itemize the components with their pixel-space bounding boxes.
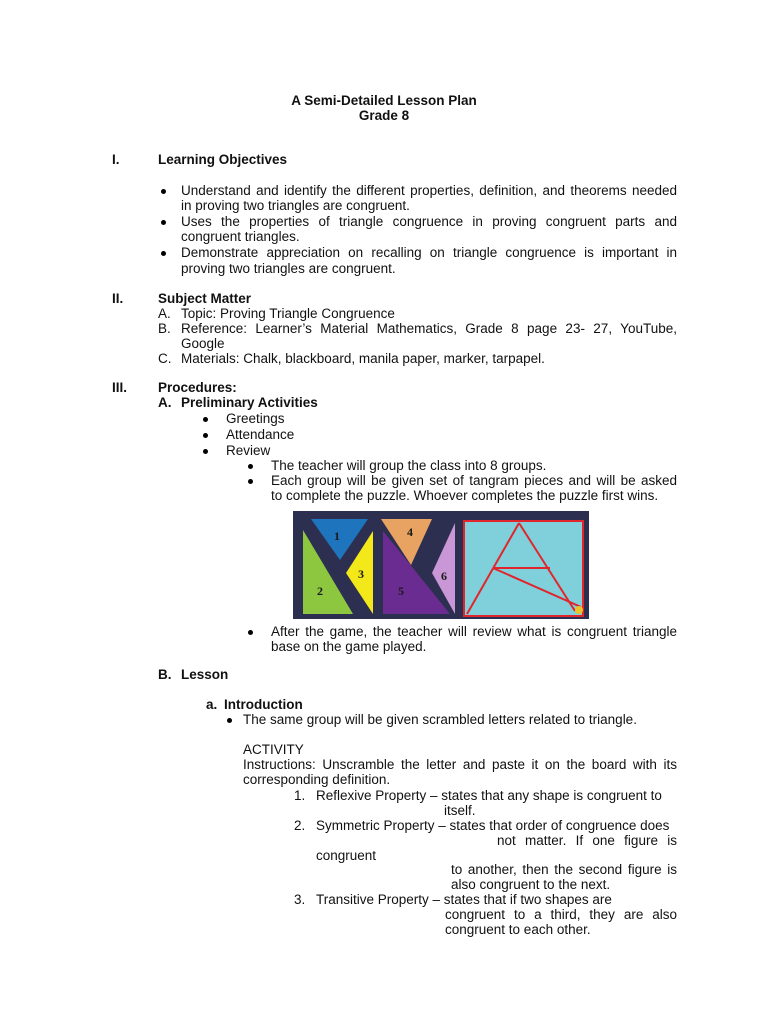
property-line: to another, then the second figure is <box>451 862 677 877</box>
bullet-icon <box>203 417 208 422</box>
section-numeral: I. <box>112 152 120 167</box>
objective-line: Demonstrate appreciation on recalling on triangle congruence is important in <box>181 245 677 260</box>
activity-item: Greetings <box>226 411 285 426</box>
bullet-icon <box>161 189 166 194</box>
list-marker: a. <box>206 697 218 712</box>
list-marker: C. <box>158 351 172 366</box>
activity-label: ACTIVITY <box>243 742 304 757</box>
list-marker: A. <box>158 395 172 410</box>
subject-topic: Topic: Proving Triangle Congruence <box>181 306 395 321</box>
piece-label: 2 <box>317 584 323 598</box>
property-line: Symmetric Property – states that order of congruence does <box>316 818 670 833</box>
subheading-lesson: Lesson <box>181 667 229 682</box>
bullet-icon <box>203 433 208 438</box>
bullet-icon <box>248 479 253 484</box>
grade-label: Grade 8 <box>358 108 410 123</box>
list-marker: B. <box>158 667 172 682</box>
review-item: to complete the puzzle. Whoever completes the puzzle first wins. <box>271 488 659 503</box>
property-number: 1. <box>294 788 306 803</box>
property-line: not matter. If one figure is <box>497 833 677 848</box>
review-item: After the game, the teacher will review what is congruent triangle <box>271 624 677 639</box>
activity-item: Attendance <box>226 427 295 442</box>
bullet-icon <box>248 464 253 469</box>
review-item: The teacher will group the class into 8 groups. <box>271 458 547 473</box>
review-item: Each group will be given set of tangram pieces and will be asked <box>271 473 677 488</box>
property-line: congruent <box>316 848 377 863</box>
objective-line: proving two triangles are congruent. <box>181 261 396 276</box>
piece-label: 1 <box>334 529 340 543</box>
instructions-line: Instructions: Unscramble the letter and paste it on the board with its <box>243 757 677 772</box>
subject-materials: Materials: Chalk, blackboard, manila paper, marker, tarpapel. <box>181 351 545 366</box>
activity-item: Review <box>226 443 271 458</box>
bullet-icon <box>161 251 166 256</box>
section-numeral: III. <box>112 380 128 395</box>
section-heading-subject-matter: Subject Matter <box>158 291 252 306</box>
property-line: congruent to each other. <box>445 922 591 937</box>
bullet-icon <box>203 449 208 454</box>
piece-label: 3 <box>358 567 364 581</box>
piece-label: 5 <box>398 584 404 598</box>
property-number: 3. <box>294 892 306 907</box>
review-item: base on the game played. <box>271 639 427 654</box>
subject-reference: Reference: Learner’s Material Mathematics, Grade 8 page 23- 27, YouTube, <box>181 321 677 336</box>
piece-label: 4 <box>407 525 413 539</box>
list-marker: A. <box>158 306 171 321</box>
subheading-preliminary-activities: Preliminary Activities <box>181 395 318 410</box>
instructions-line: corresponding definition. <box>243 772 391 787</box>
objective-line: in proving two triangles are congruent. <box>181 198 410 213</box>
list-marker: B. <box>158 321 171 336</box>
subheading-introduction: Introduction <box>224 697 303 712</box>
introduction-item: The same group will be given scrambled letters related to triangle. <box>243 712 637 727</box>
tangram-puzzle-image <box>293 511 589 619</box>
section-heading-objectives: Learning Objectives <box>158 152 288 167</box>
piece-label: 6 <box>441 569 447 583</box>
objective-line: Understand and identify the different properties, definition, and theorems needed <box>181 183 677 198</box>
property-line: itself. <box>444 803 476 818</box>
bullet-icon <box>248 630 253 635</box>
property-line: also congruent to the next. <box>451 877 611 892</box>
objective-line: Uses the properties of triangle congruence in proving congruent parts and <box>181 214 677 229</box>
property-line: congruent to a third, they are also <box>445 907 677 922</box>
property-line: Reflexive Property – states that any shape is congruent to <box>316 788 662 803</box>
section-numeral: II. <box>112 291 124 306</box>
property-line: Transitive Property – states that if two shapes are <box>316 892 612 907</box>
logo-icon <box>575 606 583 614</box>
document-title: A Semi-Detailed Lesson Plan <box>291 93 477 108</box>
section-heading-procedures: Procedures: <box>158 380 237 395</box>
bullet-icon <box>227 718 232 723</box>
objective-line: congruent triangles. <box>181 229 300 244</box>
subject-reference: Google <box>181 336 225 351</box>
bullet-icon <box>161 220 166 225</box>
property-number: 2. <box>294 818 306 833</box>
